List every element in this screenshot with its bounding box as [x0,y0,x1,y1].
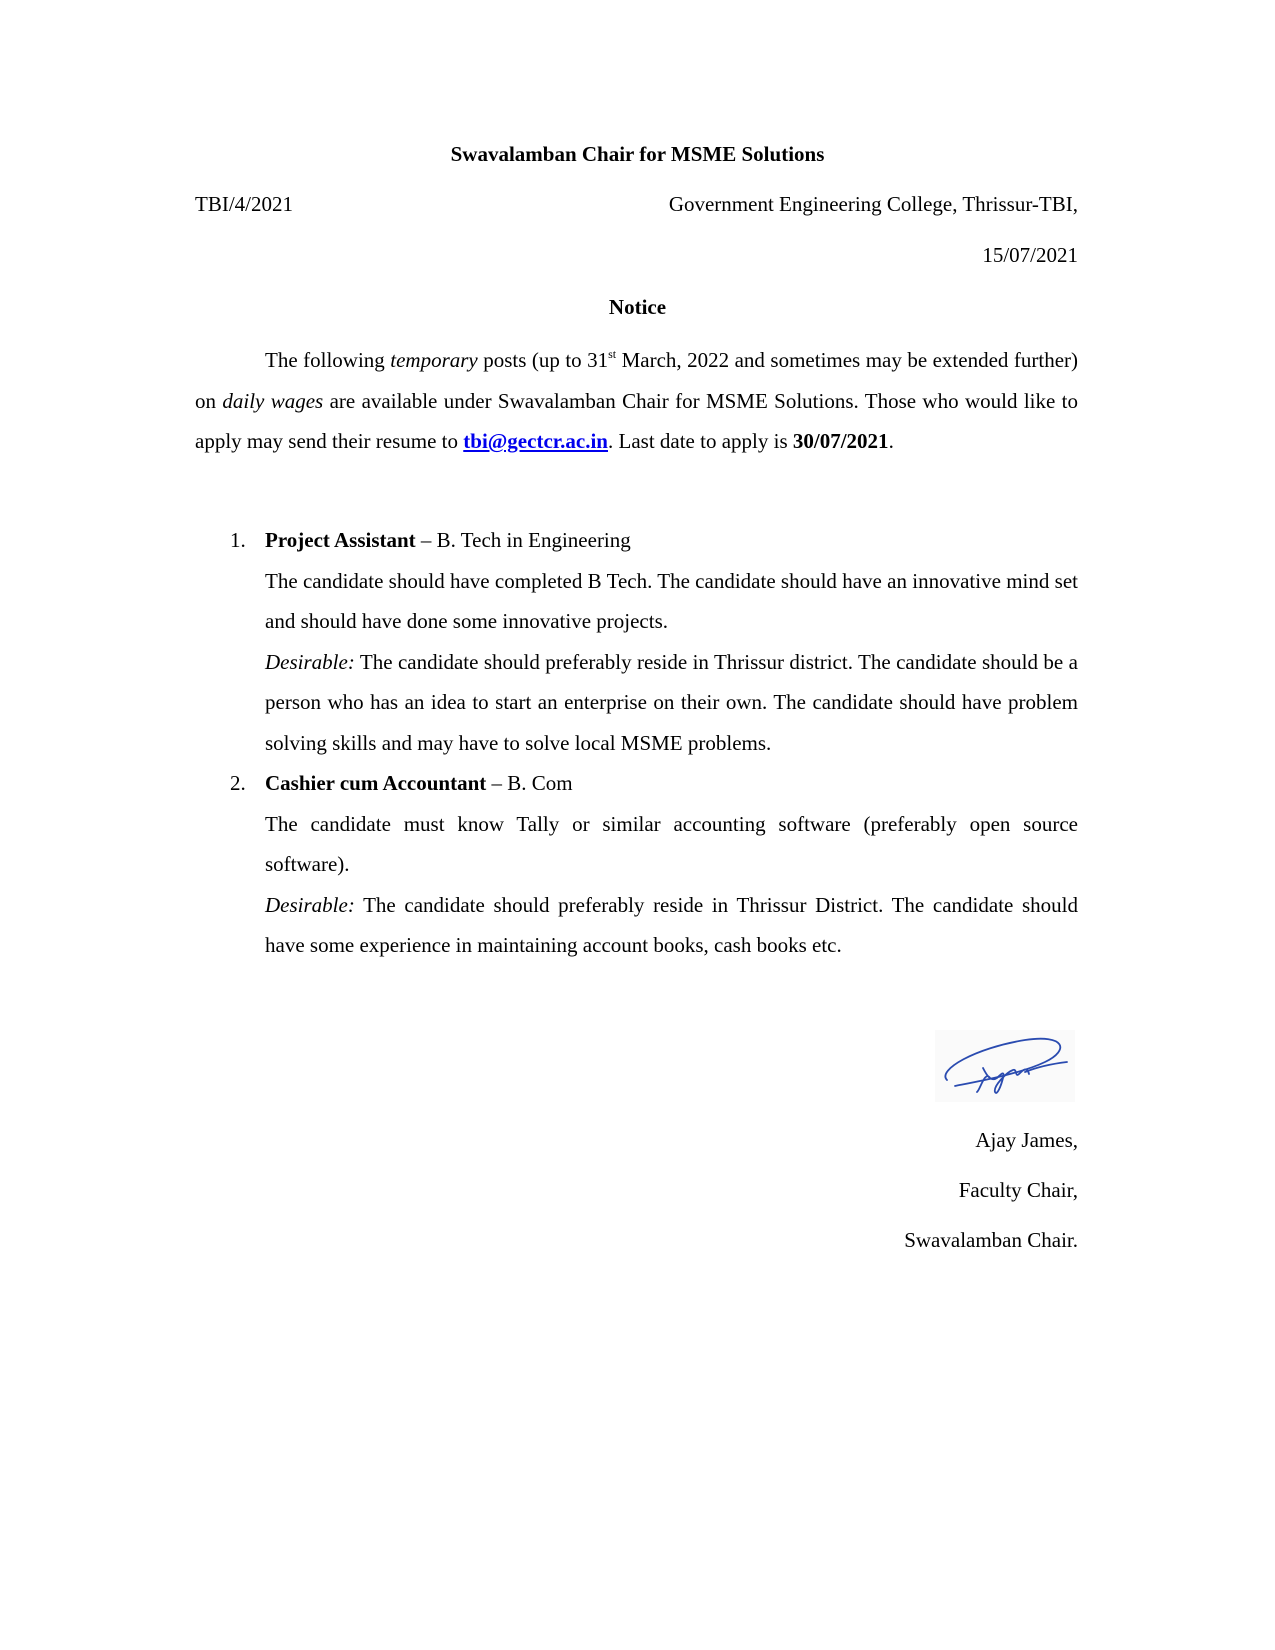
post-desirable: The candidate should preferably reside in Thrissur district. The candidate should be a person who has an idea to start an enterprise on their own. The candidate should have problem solving skills and may have to solve local MSME problems. [265,649,1078,755]
post-number: 1. [230,528,246,552]
email-link[interactable]: tbi@gectcr.ac.in [463,429,608,453]
notice-heading: Notice [608,295,667,319]
emphasis-temporary: temporary [390,348,478,372]
signature-icon [935,1030,1075,1102]
intro-text: The following [265,348,391,372]
desirable-label: Desirable: [265,892,355,917]
post-item [195,763,1078,966]
signatory-designation: Faculty Chair, [958,1178,1078,1202]
document-title: Swavalamban Chair for MSME Solutions [450,142,825,166]
post-description: The candidate must know Tally or similar accounting software (preferably open source software). [265,811,1078,876]
posts-list [195,520,1078,966]
ordinal-suffix: st [608,347,617,361]
intro-text: are available under Swavalamban Chair for MSME Solutions. Those who would like to apply may send their resume to [195,388,1079,453]
signatory-organization: Swavalamban Chair. [904,1228,1078,1252]
post-item [195,520,1078,763]
desirable-label: Desirable: [265,649,355,674]
intro-text: posts (up to 31 [477,348,609,372]
post-title: Cashier cum Accountant [265,771,487,795]
last-date: 30/07/2021 [792,429,889,453]
notice-date: 15/07/2021 [982,243,1078,267]
intro-text: . Last date to apply is [608,429,793,453]
intro-paragraph [195,340,1078,462]
intro-text: March, 2022 and sometimes may be extended further) on [195,348,1079,413]
post-title: Project Assistant [265,528,416,552]
post-number: 2. [230,771,246,795]
signatory-name: Ajay James, [975,1128,1078,1152]
post-description: The candidate should have completed B Tech. The candidate should have an innovative mind set and should have done some innovative projects. [265,568,1078,633]
intro-text: . [888,429,894,453]
emphasis-daily-wages: daily wages [222,388,324,413]
post-desirable: The candidate should preferably reside in Thrissur District. The candidate should have some experience in maintaining account books, cash books etc. [265,892,1078,957]
post-qualification: – B. Com [486,771,573,795]
institution-name: Government Engineering College, Thrissur-TBI, [668,192,1078,216]
reference-number: TBI/4/2021 [195,192,293,216]
post-qualification: – B. Tech in Engineering [415,528,631,552]
